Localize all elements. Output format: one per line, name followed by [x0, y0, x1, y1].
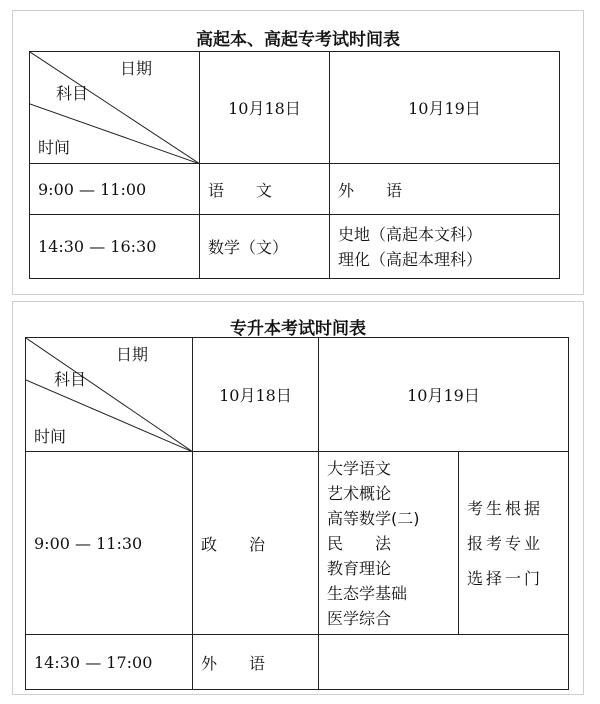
table2-row1-subjects — [319, 452, 459, 635]
list-item: 民 法 — [327, 533, 392, 553]
table1-header-day1: 10月18日 — [200, 52, 330, 164]
table-row — [30, 215, 560, 279]
table2-header-day2: 10月19日 — [319, 338, 569, 452]
list-item: 高等数学(二) — [327, 508, 420, 528]
table2-row2-day2 — [319, 635, 569, 690]
table2-panel — [12, 301, 584, 695]
table1-header-day2: 10月19日 — [330, 52, 560, 164]
table1-row1-day1: 语 文 — [200, 164, 330, 215]
table2-row1-note — [459, 452, 569, 635]
table1-row2-day2-line1: 史地（高起本文科） — [338, 224, 483, 244]
table-row — [26, 452, 569, 635]
list-item: 教育理论 — [327, 558, 392, 578]
table2-row1-day1: 政 治 — [193, 452, 319, 635]
note-line: 考生根据 — [467, 498, 544, 518]
table2-row2-day1: 外 语 — [193, 635, 319, 690]
table2-header-day1: 10月18日 — [193, 338, 319, 452]
table1-row1-day2: 外 语 — [330, 164, 560, 215]
table2-header-subject: 科目 — [54, 370, 87, 389]
table1-panel — [12, 10, 584, 295]
table2-diagonal-header — [26, 338, 193, 452]
list-item: 医学综合 — [327, 608, 392, 628]
table2-header-date: 日期 — [116, 345, 149, 364]
table1-title: 高起本、高起专考试时间表 — [196, 30, 400, 50]
table1-row2-day1: 数学（文） — [200, 215, 330, 279]
table-row — [30, 164, 560, 215]
list-item: 大学语文 — [327, 458, 392, 478]
list-item: 生态学基础 — [327, 583, 408, 603]
table2-row1-time: 9:00 — 11:30 — [26, 452, 193, 635]
table1-row2-time: 14:30 — 16:30 — [30, 215, 200, 279]
list-item: 艺术概论 — [327, 483, 392, 503]
table1-row2-day2-line2: 理化（高起本理科） — [338, 249, 483, 269]
table1-row2-day2 — [330, 215, 560, 279]
table1-diagonal-header — [30, 52, 200, 164]
table1-header-date: 日期 — [120, 59, 153, 78]
table2-schedule — [25, 337, 569, 690]
table1-header-time: 时间 — [38, 138, 71, 157]
table2-row2-time: 14:30 — 17:00 — [26, 635, 193, 690]
table1-header-row — [30, 52, 560, 164]
table2-header-row — [26, 338, 569, 452]
note-line: 选择一门 — [467, 568, 544, 588]
table1-row1-time: 9:00 — 11:00 — [30, 164, 200, 215]
table2-title: 专升本考试时间表 — [230, 319, 366, 339]
table2-header-time: 时间 — [34, 427, 67, 446]
table-row — [26, 635, 569, 690]
table1-schedule — [29, 51, 560, 279]
note-line: 报考专业 — [467, 533, 544, 553]
table1-header-subject: 科目 — [56, 84, 89, 103]
